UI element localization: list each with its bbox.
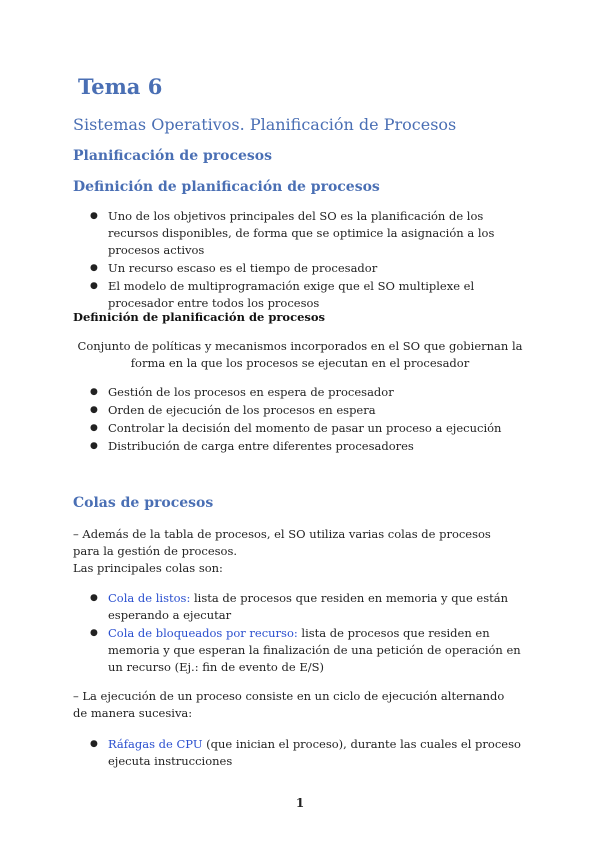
exec-list	[90, 736, 530, 770]
list-item: ● Uno de los objetivos principales del SO es la planificación de los recursos disponibles, de forma que se optimice la asignación a los procesos activos	[90, 208, 510, 259]
list-item	[90, 736, 530, 770]
section-heading-planificacion: Planificación de procesos	[73, 148, 273, 164]
list-item: ● Controlar la decisión del momento de pasar un proceso a ejecución	[90, 420, 530, 437]
subsection-heading-definicion: Definición de planificación de procesos	[73, 179, 380, 195]
document-title: Tema 6	[78, 74, 163, 99]
list-item: ● Un recurso escaso es el tiempo de procesador	[90, 260, 510, 277]
colas-intro: – Además de la tabla de procesos, el SO utiliza varias colas de procesos para la gestión de procesos.	[73, 527, 491, 558]
list-item: ● Distribución de carga entre diferentes procesadores	[90, 438, 530, 455]
page-number: 1	[295, 796, 305, 810]
list-item	[90, 625, 530, 676]
list-item: ● Gestión de los procesos en espera de procesador	[90, 384, 530, 401]
term-rafagas-cpu: Ráfagas de CPU	[108, 737, 203, 751]
list-item: ● Orden de ejecución de los procesos en espera	[90, 402, 530, 419]
colas-list	[90, 590, 530, 676]
colas-heading: Colas de procesos	[73, 495, 214, 511]
list-item: ● El modelo de multiprogramación exige que el SO multiplexe el procesador entre todos los procesos	[90, 278, 510, 312]
term-cola-listos: Cola de listos:	[108, 591, 191, 605]
colas-intro-2: Las principales colas son:	[73, 561, 223, 575]
term-cola-bloqueados: Cola de bloqueados por recurso:	[108, 626, 298, 640]
definition-text: Conjunto de políticas y mecanismos incorporados en el SO que gobiernan la forma en la que los procesos se ejecutan en el procesador	[77, 339, 523, 370]
list-item	[90, 590, 530, 624]
definition-list	[90, 384, 530, 455]
term-desc: (que inician el proceso), durante las cuales el proceso ejecuta instrucciones	[108, 737, 521, 768]
exec-text: – La ejecución de un proceso consiste en un ciclo de ejecución alternando de manera sucesiva:	[73, 689, 505, 720]
term-desc: lista de procesos que residen en memoria y que esperan la finalización de una petición de operación en un recurso (Ej.: fin de evento de E/S)	[108, 626, 521, 674]
definition-heading: Definición de planificación de procesos	[73, 310, 326, 324]
objectives-list	[90, 208, 510, 312]
document-subtitle: Sistemas Operativos. Planificación de Procesos	[73, 115, 457, 134]
term-desc: lista de procesos que residen en memoria y que están esperando a ejecutar	[108, 591, 509, 622]
